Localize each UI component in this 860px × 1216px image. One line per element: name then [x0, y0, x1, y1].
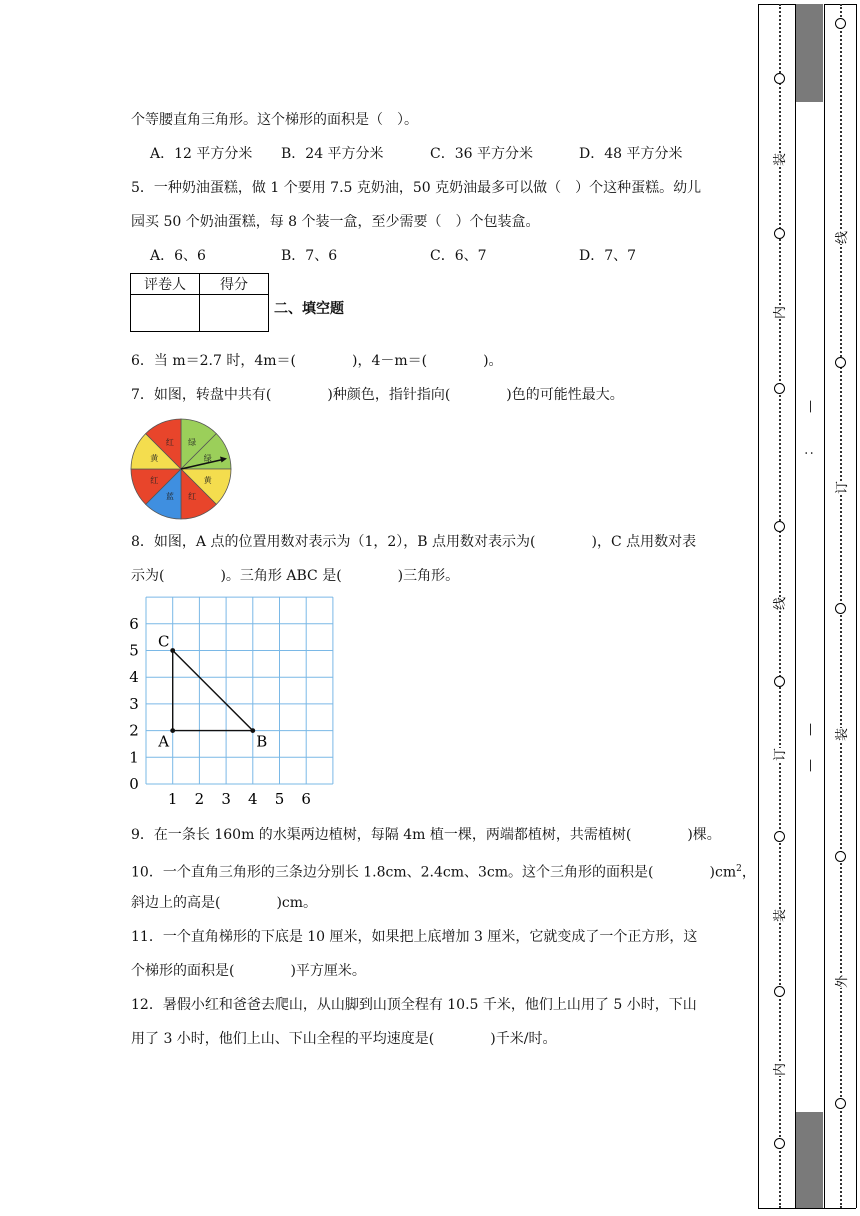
coordinate-grid — [125, 592, 340, 810]
q4-option-d[interactable]: D．48 平方分米 — [579, 146, 683, 162]
binding-circle-icon — [835, 357, 846, 368]
binding-frame-right — [856, 4, 857, 1208]
binding-circle-icon — [774, 228, 785, 239]
y-tick-label: 1 — [129, 748, 139, 767]
binding-circle-icon — [774, 1138, 785, 1149]
spinner-sector-label: 绿 — [188, 438, 197, 448]
q4-option-c[interactable]: C．36 平方分米 — [430, 146, 533, 162]
binding-mid-mark: ： — [801, 449, 817, 464]
binding-inner-label: 内 — [769, 1063, 788, 1076]
spinner-sector-label: 红 — [150, 476, 159, 486]
spinner-sector-label: 黄 — [203, 476, 212, 486]
q5-option-a[interactable]: A．6、6 — [150, 248, 206, 264]
binding-circle-icon — [774, 986, 785, 997]
spinner-sector-label: 黄 — [150, 453, 159, 463]
q5-option-d[interactable]: D．7、7 — [579, 248, 637, 264]
point-a — [170, 728, 175, 733]
binding-inner-label: 装 — [769, 909, 788, 922]
binding-frame-bottom — [758, 1208, 856, 1209]
binding-inner-label: 内 — [769, 306, 788, 319]
point-b — [250, 728, 255, 733]
x-tick-label: 3 — [221, 790, 231, 808]
x-tick-label: 4 — [248, 790, 258, 808]
x-tick-label: 1 — [167, 790, 178, 808]
spinner-sector-label: 蓝 — [165, 491, 174, 501]
q5-line1: 5．一种奶油蛋糕，做 1 个要用 7.5 克奶油，50 克奶油最多可以做（ ）个这种蛋糕。幼儿 — [131, 180, 702, 196]
q10-line1-end: ， — [741, 864, 756, 881]
binding-circle-icon — [835, 1098, 846, 1109]
q4-option-b[interactable]: B．24 平方分米 — [281, 146, 384, 162]
binding-circle-icon — [774, 676, 785, 687]
binding-outer-label: 线 — [831, 231, 850, 244]
binding-circle-icon — [835, 603, 846, 614]
q10-line2: 斜边上的高是( )cm。 — [131, 895, 318, 911]
q12-line2: 用了 3 小时，他们上山、下山全程的平均速度是( )千米/时。 — [131, 1031, 557, 1047]
score-header: 得分 — [200, 274, 269, 295]
x-tick-label: 6 — [301, 790, 311, 808]
q9-text: 9．在一条长 160m 的水渠两边植树，每隔 4m 植一棵，两端都植树，共需植树( )棵。 — [131, 827, 721, 843]
binding-inner-label: 订 — [769, 748, 788, 761]
binding-circle-icon — [774, 73, 785, 84]
binding-mid-mark: — — [803, 723, 818, 736]
point-label-c: C — [157, 632, 170, 651]
binding-circle-icon — [774, 521, 785, 532]
q4-option-a[interactable]: A．12 平方分米 — [150, 146, 253, 162]
binding-mid-mark: — — [803, 400, 818, 413]
binding-grey-mid — [796, 102, 823, 1112]
y-tick-label: 2 — [129, 721, 139, 740]
binding-outer-label: 装 — [831, 728, 850, 741]
point-c — [170, 648, 175, 653]
q4-tail-text: 个等腰直角三角形。这个梯形的面积是（ ）。 — [131, 112, 418, 128]
q5-option-c[interactable]: C．6、7 — [430, 248, 487, 264]
q11-line1: 11．一个直角梯形的下底是 10 厘米，如果把上底增加 3 厘米，它就变成了一个正方形，这 — [131, 929, 698, 945]
q10-line1 — [131, 859, 756, 883]
binding-circle-icon — [774, 831, 785, 842]
reviewer-cell[interactable] — [131, 295, 200, 332]
binding-frame-left — [758, 4, 759, 1208]
y-tick-label: 6 — [129, 614, 139, 633]
binding-circle-icon — [835, 18, 846, 29]
spinner-figure — [128, 418, 234, 522]
score-table — [130, 273, 269, 332]
binding-inner-label: 装 — [769, 153, 788, 166]
point-label-a: A — [158, 732, 170, 751]
q8-line1: 8．如图，A 点的位置用数对表示为（1，2），B 点用数对表示为( )，C 点用数对表 — [131, 534, 697, 550]
y-tick-label: 3 — [129, 694, 139, 713]
q5-line2: 园买 50 个奶油蛋糕，每 8 个装一盒，至少需要（ ）个包装盒。 — [131, 214, 540, 230]
x-tick-label: 2 — [194, 790, 205, 808]
q11-line2: 个梯形的面积是( )平方厘米。 — [131, 963, 366, 979]
section-title: 二、填空题 — [274, 301, 344, 317]
q6-text: 6．当 m＝2.7 时，4m＝( )，4－m＝( )。 — [131, 353, 503, 369]
y-tick-label: 0 — [129, 775, 139, 793]
binding-inner-label: 线 — [769, 597, 788, 610]
y-tick-label: 5 — [129, 641, 139, 660]
binding-outer-label: 外 — [831, 975, 850, 988]
q12-line1: 12．暑假小红和爸爸去爬山，从山脚到山顶全程有 10.5 千米，他们上山用了 5 小时，下山 — [131, 997, 697, 1013]
spinner-sector-label: 红 — [188, 491, 197, 501]
q10-line1-main: 10．一个直角三角形的三条边分别长 1.8cm、2.4cm、3cm。这个三角形的面积是( )cm — [131, 864, 737, 881]
spinner-sector-label: 红 — [165, 438, 174, 448]
binding-outer-label: 订 — [831, 481, 850, 494]
binding-circle-icon — [774, 383, 785, 394]
binding-mid-mark: — — [803, 759, 818, 772]
y-tick-label: 4 — [129, 668, 139, 687]
binding-grey-bottom — [796, 1112, 823, 1208]
q8-line2: 示为( )。三角形 ABC 是( )三角形。 — [131, 568, 460, 584]
q10-sup: 2 — [736, 864, 742, 874]
triangle-abc — [173, 651, 253, 731]
reviewer-header: 评卷人 — [131, 274, 200, 295]
score-cell[interactable] — [200, 295, 269, 332]
point-label-b: B — [256, 732, 268, 751]
binding-margin — [755, 0, 860, 1216]
q7-text: 7．如图，转盘中共有( )种颜色，指针指向( )色的可能性最大。 — [131, 387, 624, 403]
spinner-sector-label: 绿 — [203, 453, 212, 463]
binding-grey-top — [796, 4, 823, 102]
q5-option-b[interactable]: B．7、6 — [281, 248, 338, 264]
x-tick-label: 5 — [274, 790, 285, 808]
binding-circle-icon — [835, 851, 846, 862]
